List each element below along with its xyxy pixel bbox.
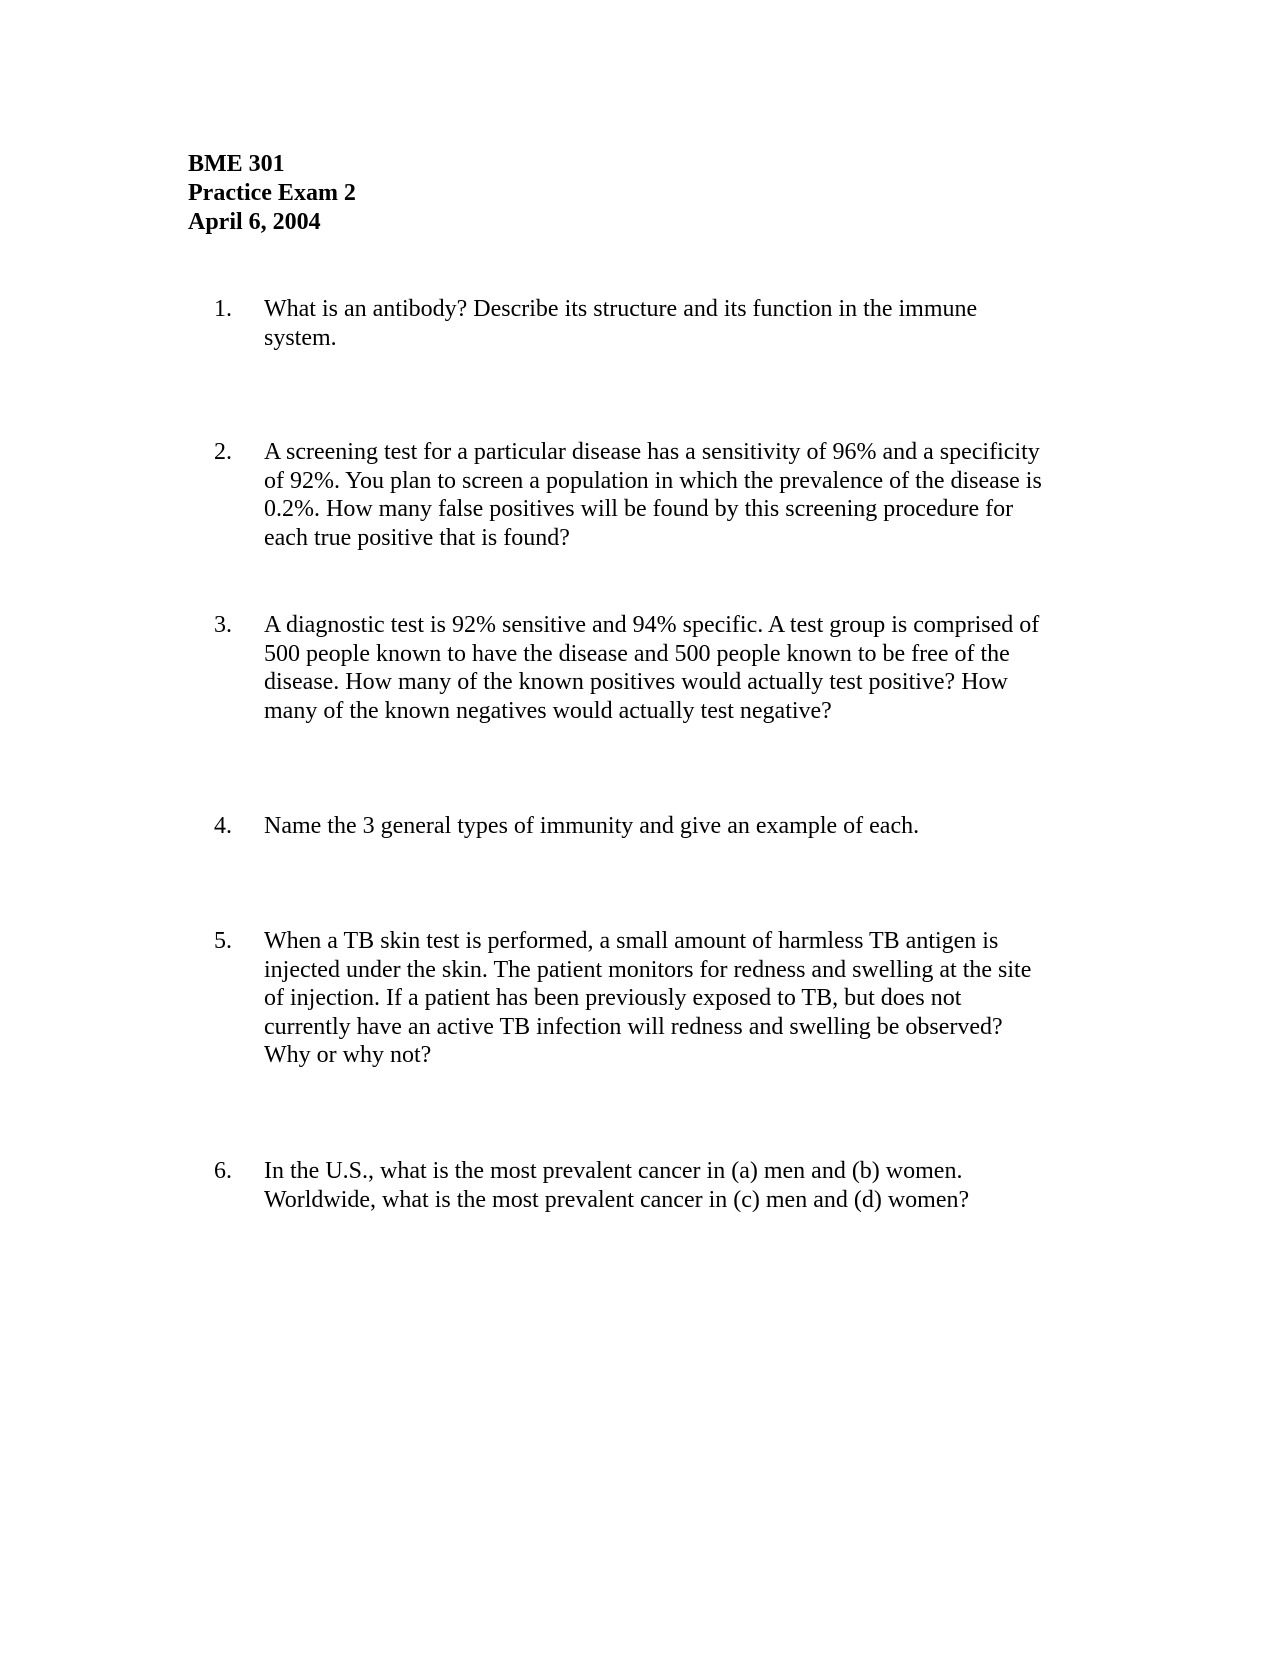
question-2 bbox=[214, 438, 1094, 552]
question-line: currently have an active TB infection will redness and swelling be observed? bbox=[264, 1013, 1003, 1040]
question-line: Why or why not? bbox=[264, 1042, 432, 1068]
question-line: 0.2%. How many false positives will be found by this screening procedure for bbox=[264, 496, 1014, 522]
question-text bbox=[264, 611, 1094, 725]
question-text bbox=[264, 295, 1094, 352]
question-text bbox=[264, 438, 1094, 552]
question-line: disease. How many of the known positives would actually test positive? How bbox=[264, 669, 1008, 695]
question-text bbox=[264, 927, 1094, 1070]
question-line: each true positive that is found? bbox=[264, 524, 570, 551]
exam-header bbox=[188, 150, 356, 237]
question-line: In the U.S., what is the most prevalent cancer in (a) men and (b) women. bbox=[264, 1158, 963, 1184]
question-6 bbox=[214, 1157, 1094, 1214]
question-line: many of the known negatives would actually test negative? bbox=[264, 697, 832, 724]
question-1 bbox=[214, 295, 1094, 352]
question-3 bbox=[214, 611, 1094, 725]
question-text bbox=[264, 1157, 1094, 1214]
question-text bbox=[264, 812, 1094, 841]
question-line: When a TB skin test is performed, a small amount of harmless TB antigen is bbox=[264, 928, 999, 954]
question-line: 500 people known to have the disease and 500 people known to be free of the bbox=[264, 640, 1010, 667]
question-number: 6. bbox=[214, 1158, 232, 1184]
question-line: of injection. If a patient has been previously exposed to TB, but does not bbox=[264, 985, 962, 1011]
exam-title: Practice Exam 2 bbox=[188, 180, 356, 206]
question-line: injected under the skin. The patient monitors for redness and swelling at the site bbox=[264, 956, 1032, 983]
question-number: 3. bbox=[214, 612, 232, 638]
question-5 bbox=[214, 927, 1094, 1070]
question-number: 5. bbox=[214, 928, 232, 954]
course-title: BME 301 bbox=[188, 151, 285, 177]
question-line: A diagnostic test is 92% sensitive and 94% specific. A test group is comprised of bbox=[264, 612, 1040, 638]
question-4 bbox=[214, 812, 1094, 841]
question-line: What is an antibody? Describe its structure and its function in the immune bbox=[264, 296, 978, 322]
question-number: 2. bbox=[214, 439, 232, 465]
question-number: 1. bbox=[214, 296, 232, 322]
question-line: system. bbox=[264, 324, 337, 351]
question-line: Worldwide, what is the most prevalent cancer in (c) men and (d) women? bbox=[264, 1186, 970, 1213]
question-number: 4. bbox=[214, 813, 232, 839]
exam-date: April 6, 2004 bbox=[188, 209, 321, 235]
question-line: of 92%. You plan to screen a population in which the prevalence of the disease is bbox=[264, 467, 1042, 494]
question-line: Name the 3 general types of immunity and give an example of each. bbox=[264, 813, 920, 839]
question-line: A screening test for a particular disease has a sensitivity of 96% and a specificity bbox=[264, 439, 1040, 465]
